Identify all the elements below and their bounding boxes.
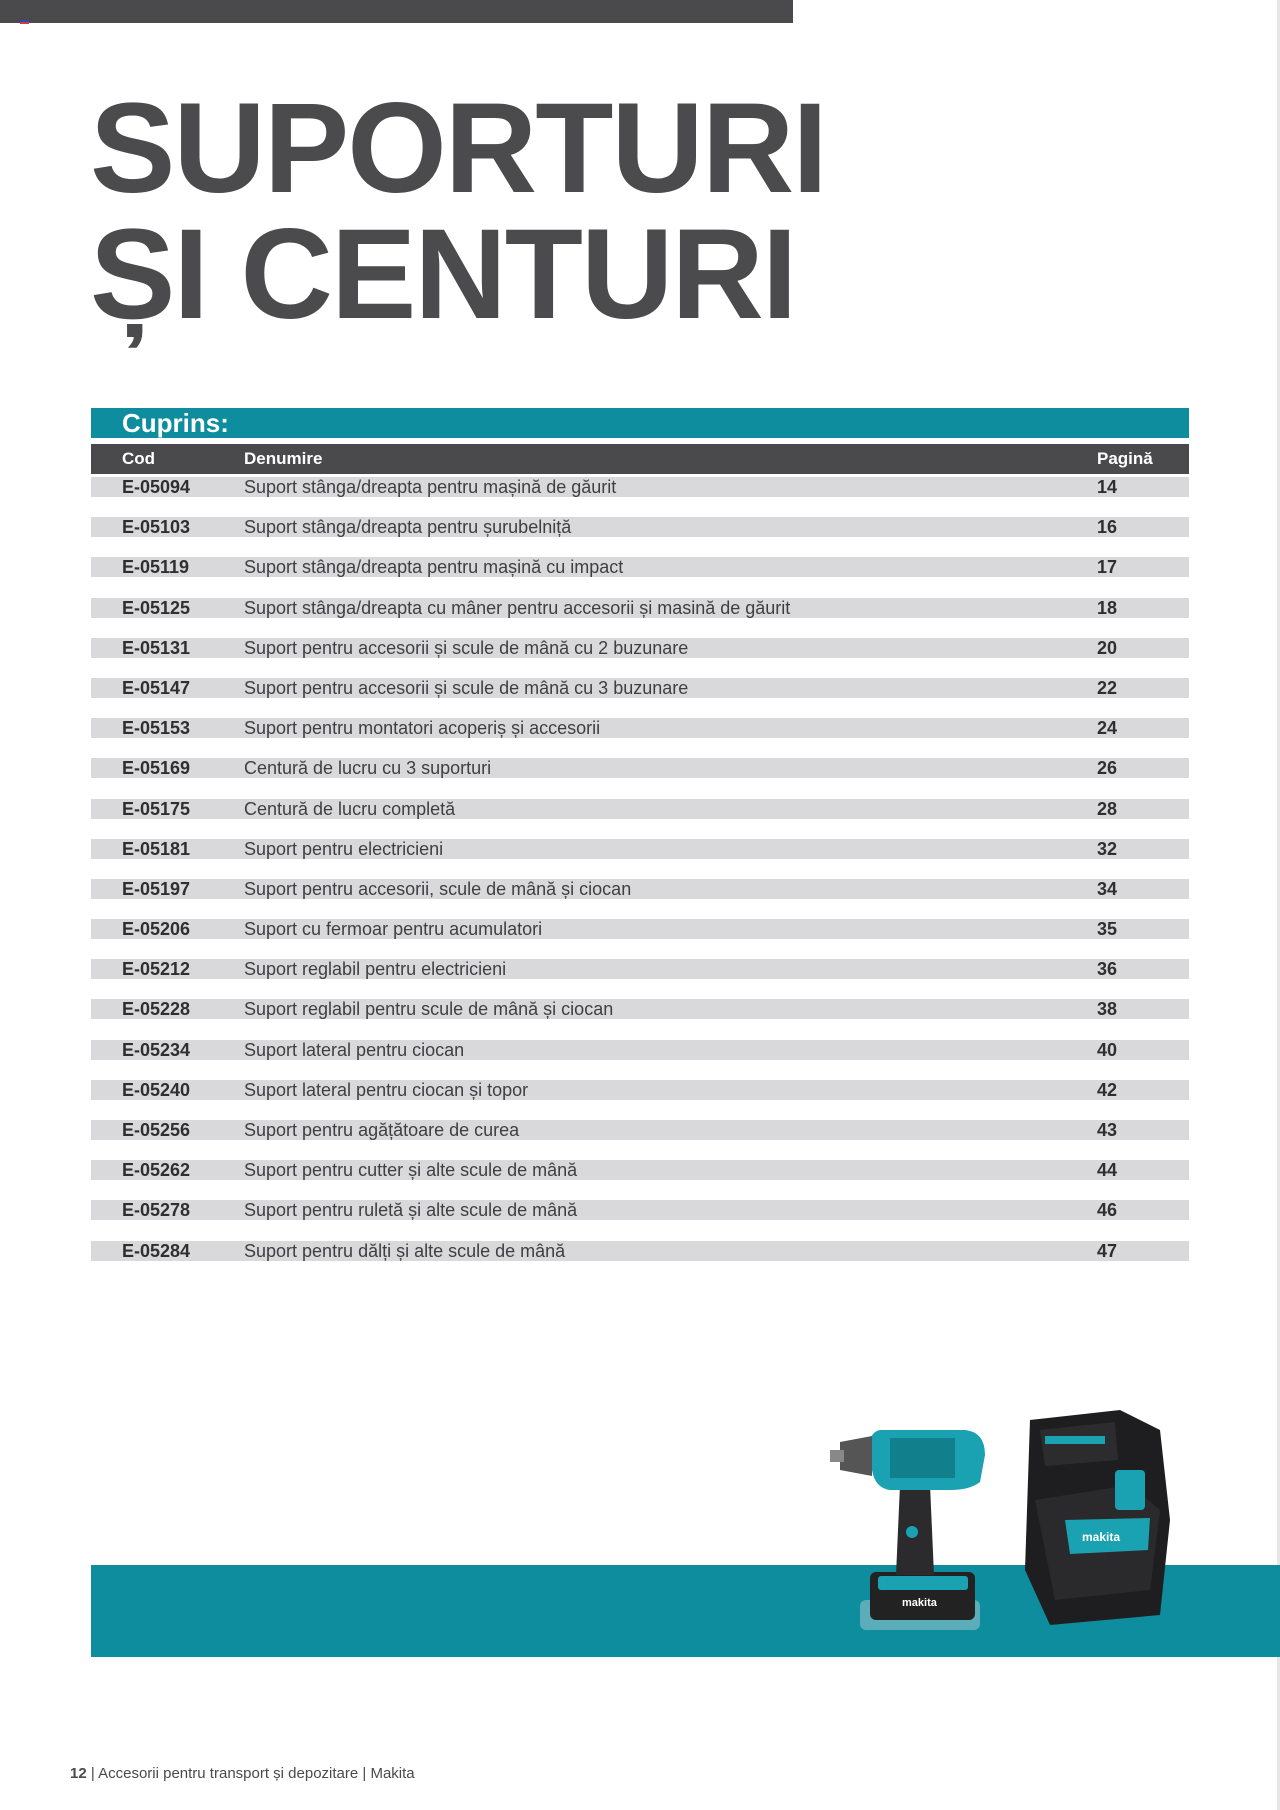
row-code: E-05278 <box>122 1200 191 1221</box>
column-header-name: Denumire <box>244 449 323 468</box>
pouch-brand-label: makita <box>1082 1530 1121 1544</box>
toc-column-headers <box>91 444 1189 474</box>
table-row[interactable] <box>91 477 1189 497</box>
table-row[interactable] <box>91 718 1189 738</box>
table-row[interactable] <box>91 758 1189 778</box>
table-row[interactable] <box>91 598 1189 618</box>
row-page: 14 <box>1097 477 1118 497</box>
cordless-drill-image <box>830 1390 1000 1640</box>
table-row[interactable] <box>91 1200 1189 1220</box>
table-row[interactable] <box>91 839 1189 859</box>
row-page: 47 <box>1097 1240 1118 1261</box>
row-page: 22 <box>1097 677 1118 698</box>
row-code: E-05125 <box>122 597 191 618</box>
row-name: Suport lateral pentru ciocan <box>244 1039 465 1060</box>
row-page: 40 <box>1097 1039 1118 1060</box>
row-code: E-05169 <box>122 758 191 779</box>
row-page: 42 <box>1097 1079 1118 1100</box>
row-page: 26 <box>1097 758 1118 779</box>
row-name: Suport pentru accesorii și scule de mână cu 2 buzunare <box>244 637 689 658</box>
toc-heading: Cuprins: <box>91 408 1189 438</box>
table-row[interactable] <box>91 1160 1189 1180</box>
row-name: Suport cu fermoar pentru acumulatori <box>244 919 543 940</box>
tool-pouch-image <box>1010 1400 1175 1640</box>
row-page: 17 <box>1097 557 1118 578</box>
table-row[interactable] <box>91 1080 1189 1100</box>
row-code: E-05094 <box>122 477 191 497</box>
row-name: Suport pentru electricieni <box>244 838 444 859</box>
row-code: E-05153 <box>122 718 191 739</box>
row-code: E-05212 <box>122 959 191 980</box>
row-code: E-05103 <box>122 517 191 538</box>
row-name: Suport pentru montatori acoperiș și accesorii <box>244 718 601 739</box>
table-row[interactable] <box>91 799 1189 819</box>
page-title-line-1: SUPORTURI <box>90 77 826 220</box>
row-code: E-05228 <box>122 999 191 1020</box>
table-row[interactable] <box>91 557 1189 577</box>
row-code: E-05197 <box>122 878 191 899</box>
row-name: Suport pentru agățătoare de curea <box>244 1120 520 1140</box>
top-bar <box>0 0 793 23</box>
table-row[interactable] <box>91 919 1189 939</box>
row-code: E-05284 <box>122 1240 191 1261</box>
row-page: 44 <box>1097 1160 1118 1181</box>
row-name: Suport reglabil pentru electricieni <box>244 959 507 980</box>
footer-text: | Accesorii pentru transport și depozitare | Makita <box>90 1765 415 1782</box>
table-row[interactable] <box>91 1120 1189 1140</box>
row-name: Suport stânga/dreapta cu mâner pentru accesorii și masină de găurit <box>244 597 791 618</box>
row-name: Suport pentru accesorii și scule de mână cu 3 buzunare <box>244 677 689 698</box>
table-row[interactable] <box>91 517 1189 537</box>
flag-mark-icon <box>20 20 29 24</box>
table-row[interactable] <box>91 879 1189 899</box>
row-page: 28 <box>1097 798 1118 819</box>
table-row[interactable] <box>91 1241 1189 1261</box>
row-code: E-05262 <box>122 1160 191 1181</box>
table-row[interactable] <box>91 959 1189 979</box>
row-name: Suport stânga/dreapta pentru mașină cu impact <box>244 557 624 578</box>
row-name: Centură de lucru completă <box>244 798 456 819</box>
row-code: E-05181 <box>122 838 191 859</box>
row-code: E-05206 <box>122 919 191 940</box>
page-footer <box>70 1765 415 1782</box>
row-page: 16 <box>1097 517 1118 538</box>
row-name: Suport lateral pentru ciocan și topor <box>244 1079 529 1100</box>
row-code: E-05240 <box>122 1079 191 1100</box>
row-code: E-05119 <box>122 557 190 578</box>
table-of-contents <box>91 408 1189 1281</box>
page-title <box>90 77 826 346</box>
row-name: Suport pentru dălți și alte scule de mână <box>244 1240 566 1261</box>
column-header-code: Cod <box>122 449 156 468</box>
row-page: 34 <box>1097 878 1118 899</box>
row-page: 18 <box>1097 597 1118 618</box>
row-code: E-05256 <box>122 1120 191 1140</box>
row-code: E-05147 <box>122 677 191 698</box>
row-name: Suport pentru ruletă și alte scule de mână <box>244 1200 578 1221</box>
row-page: 43 <box>1097 1120 1118 1140</box>
row-code: E-05175 <box>122 798 191 819</box>
row-page: 46 <box>1097 1200 1118 1221</box>
row-code: E-05131 <box>122 637 191 658</box>
row-name: Suport stânga/dreapta pentru șurubelniță <box>244 517 572 538</box>
table-row[interactable] <box>91 638 1189 658</box>
table-row[interactable] <box>91 999 1189 1019</box>
row-page: 35 <box>1097 919 1118 940</box>
row-page: 36 <box>1097 959 1118 980</box>
row-page: 32 <box>1097 838 1118 859</box>
row-name: Suport pentru cutter și alte scule de mână <box>244 1160 578 1181</box>
page-title-line-2: ȘI CENTURI <box>90 203 796 346</box>
row-name: Suport stânga/dreapta pentru mașină de găurit <box>244 477 617 497</box>
table-row[interactable] <box>91 1040 1189 1060</box>
drill-brand-label: makita <box>902 1597 937 1609</box>
row-name: Suport pentru accesorii, scule de mână și ciocan <box>244 878 632 899</box>
row-page: 38 <box>1097 999 1118 1020</box>
table-row[interactable] <box>91 678 1189 698</box>
footer-page-number: 12 <box>70 1765 87 1782</box>
row-page: 24 <box>1097 718 1118 739</box>
toc-rows <box>91 477 1189 1261</box>
row-page: 20 <box>1097 637 1118 658</box>
row-code: E-05234 <box>122 1039 191 1060</box>
column-header-page: Pagină <box>1097 449 1153 468</box>
row-name: Centură de lucru cu 3 suporturi <box>244 758 492 779</box>
row-name: Suport reglabil pentru scule de mână și ciocan <box>244 999 614 1020</box>
